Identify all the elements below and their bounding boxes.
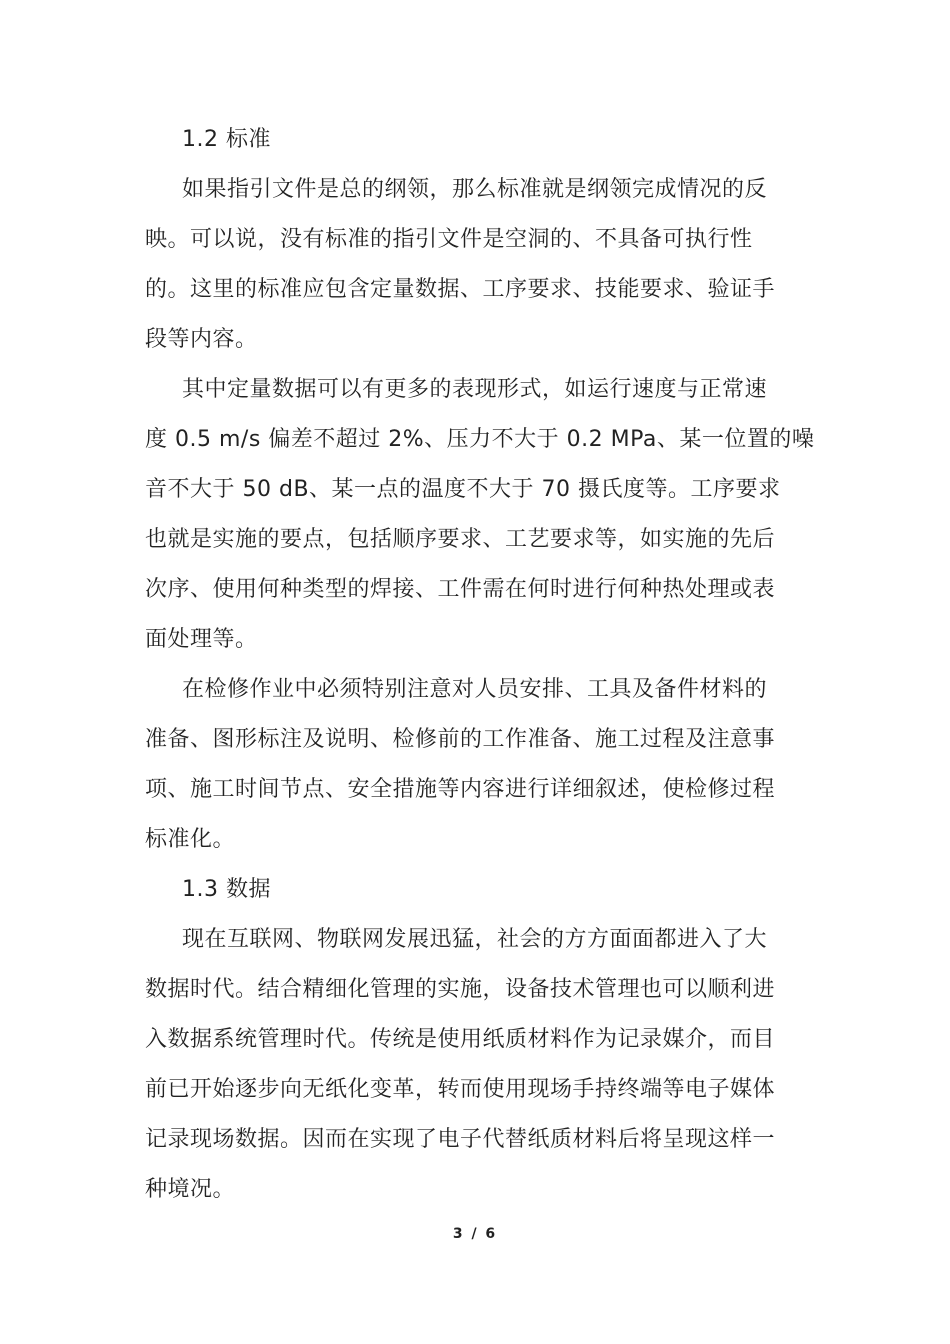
paragraph-quantitative-data xyxy=(145,365,815,665)
paragraph-line: 种境况。 xyxy=(145,1177,236,1202)
paragraph-standard-definition xyxy=(145,165,807,365)
paragraph-line: 现在互联网、物联网发展迅猛，社会的方方面面都进入了大 xyxy=(182,927,768,952)
paragraph-line: 段等内容。 xyxy=(145,327,258,352)
paragraph-line: 次序、使用何种类型的焊接、工件需在何时进行何种热处理或表 xyxy=(145,577,776,602)
paragraph-line: 音不大于 50 dB、某一点的温度不大于 70 摄氏度等。工序要求 xyxy=(145,477,781,502)
paragraph-line: 其中定量数据可以有更多的表现形式，如运行速度与正常速 xyxy=(182,377,768,402)
paragraph-line: 映。可以说，没有标准的指引文件是空洞的、不具备可执行性 xyxy=(145,227,753,252)
paragraph-line: 如果指引文件是总的纲领，那么标准就是纲领完成情况的反 xyxy=(182,177,768,202)
paragraph-line: 也就是实施的要点，包括顺序要求、工艺要求等，如实施的先后 xyxy=(145,527,776,552)
paragraph-line: 准备、图形标注及说明、检修前的工作准备、施工过程及注意事 xyxy=(145,727,776,752)
paragraph-line: 标准化。 xyxy=(145,827,236,852)
paragraph-line: 度 0.5 m/s 偏差不超过 2%、压力不大于 0.2 MPa、某一位置的噪 xyxy=(145,427,815,452)
paragraph-line: 在检修作业中必须特别注意对人员安排、工具及备件材料的 xyxy=(182,677,768,702)
paragraph-maintenance-work xyxy=(145,665,807,865)
paragraph-line: 项、施工时间节点、安全措施等内容进行详细叙述，使检修过程 xyxy=(145,777,776,802)
paragraph-big-data xyxy=(145,915,807,1215)
section-heading-1-3: 1.3 数据 xyxy=(182,877,271,902)
page-number: 3 / 6 xyxy=(452,1226,498,1242)
paragraph-line: 面处理等。 xyxy=(145,627,258,652)
paragraph-line: 入数据系统管理时代。传统是使用纸质材料作为记录媒介，而目 xyxy=(145,1027,776,1052)
paragraph-line: 前已开始逐步向无纸化变革，转而使用现场手持终端等电子媒体 xyxy=(145,1077,776,1102)
paragraph-line: 记录现场数据。因而在实现了电子代替纸质材料后将呈现这样一 xyxy=(145,1127,776,1152)
section-heading-1-2: 1.2 标准 xyxy=(182,127,271,152)
paragraph-line: 数据时代。结合精细化管理的实施，设备技术管理也可以顺利进 xyxy=(145,977,776,1002)
document-page xyxy=(145,115,815,1215)
paragraph-line: 的。这里的标准应包含定量数据、工序要求、技能要求、验证手 xyxy=(145,277,776,302)
